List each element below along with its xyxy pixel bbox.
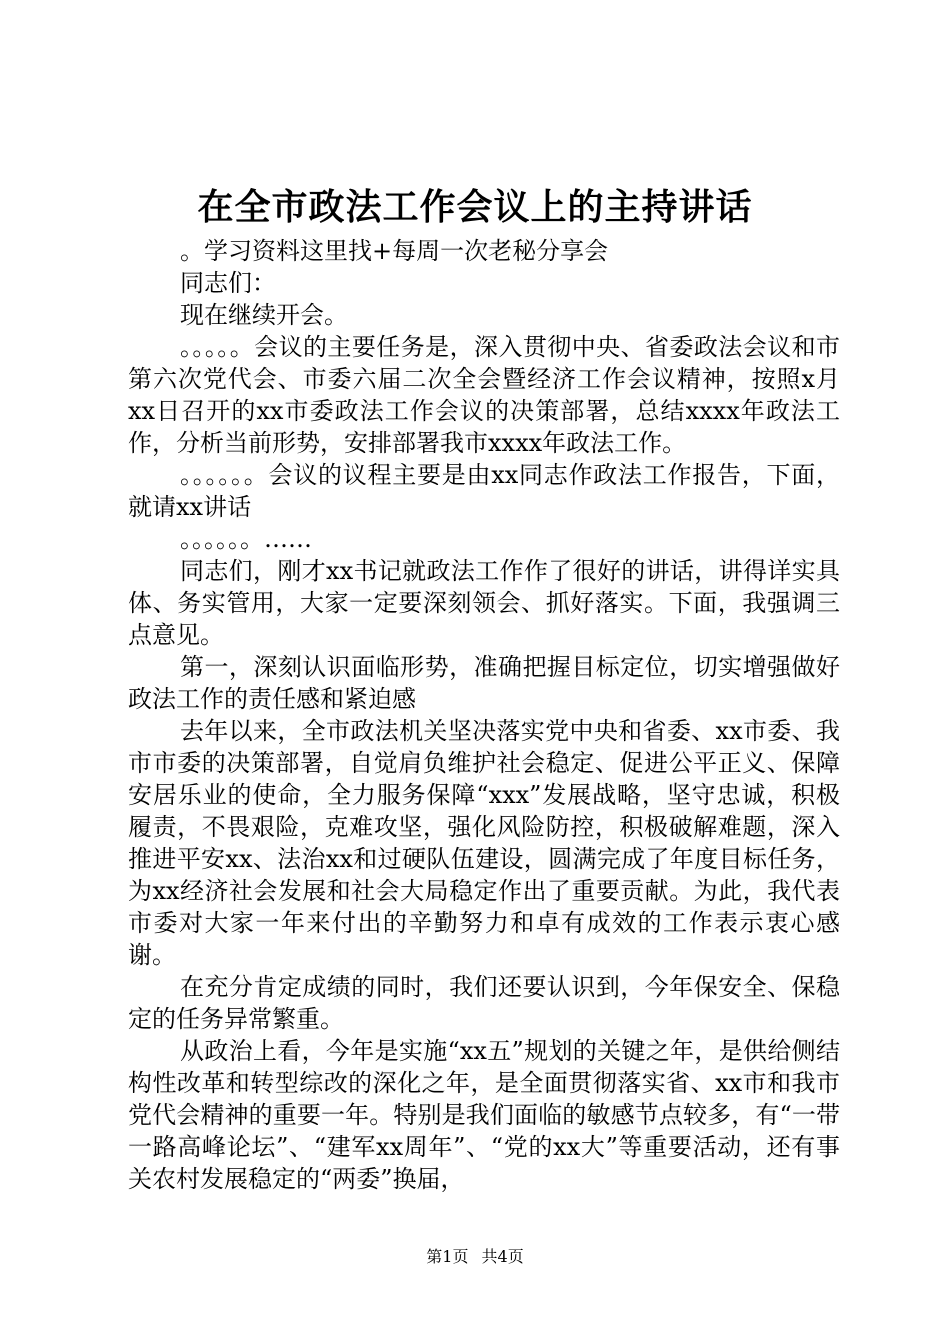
paragraph-salutation: 同志们： (180, 269, 276, 297)
paragraph-point-one-heading: 第一，深刻认识面临形势，准确把握目标定位，切实增强做好政法工作的责任感和紧迫感 (128, 653, 840, 713)
paragraph-main-task: 。。。。。会议的主要任务是，深入贯彻中央、省委政法会议和市第六次党代会、市委六届二次全会暨经济工作会议精神，按照x月xx日召开的xx市委政法工作会议的决策部署，总结xxxx年政法工作，分析当前形势，安排部署我市xxxx年政法工作。 (128, 333, 840, 457)
page-total: 共4页 (481, 1247, 524, 1266)
page-footer (0, 1247, 950, 1267)
paragraph-opening-remarks: 同志们，刚才xx书记就政法工作作了很好的讲话，讲得详实具体、务实管用，大家一定要深刻领会、抓好落实。下面，我强调三点意见。 (128, 557, 840, 649)
document-title: 在全市政法工作会议上的主持讲话 (197, 186, 753, 228)
paragraph-achievements: 去年以来，全市政法机关坚决落实党中央和省委、xx市委、我市市委的决策部署，自觉肩负维护社会稳定、促进公平正义、保障安居乐业的使命，全力服务保障“xxx”发展战略，坚守忠诚，积极履责，不畏艰险，克难攻坚，强化风险防控，积极破解难题，深入推进平安xx、法治xx和过硬队伍建设，圆满完成了年度目标任务，为xx经济社会发展和社会大局稳定作出了重要贡献。为此，我代表市委对大家一年来付出的辛勤努力和卓有成效的工作表示衷心感谢。 (128, 717, 840, 969)
page-number: 第1页 (426, 1247, 469, 1266)
paragraph-ellipsis: 。。。。。。…… (180, 525, 312, 553)
paragraph-resume-meeting: 现在继续开会。 (180, 301, 348, 329)
paragraph-challenges: 在充分肯定成绩的同时，我们还要认识到，今年保安全、保稳定的任务异常繁重。 (128, 973, 840, 1033)
paragraph-intro-note: 。学习资料这里找+每周一次老秘分享会 (180, 237, 609, 265)
document-body (128, 235, 840, 1195)
paragraph-agenda: 。。。。。。会议的议程主要是由xx同志作政法工作报告，下面，就请xx讲话 (128, 461, 840, 521)
paragraph-political-view: 从政治上看，今年是实施“xx五”规划的关键之年，是供给侧结构性改革和转型综改的深化之年，是全面贯彻落实省、xx市和我市党代会精神的重要一年。特别是我们面临的敏感节点较多，有“一带一路高峰论坛”、“建军xx周年”、“党的xx大”等重要活动，还有事关农村发展稳定的“两委”换届， (128, 1037, 840, 1193)
